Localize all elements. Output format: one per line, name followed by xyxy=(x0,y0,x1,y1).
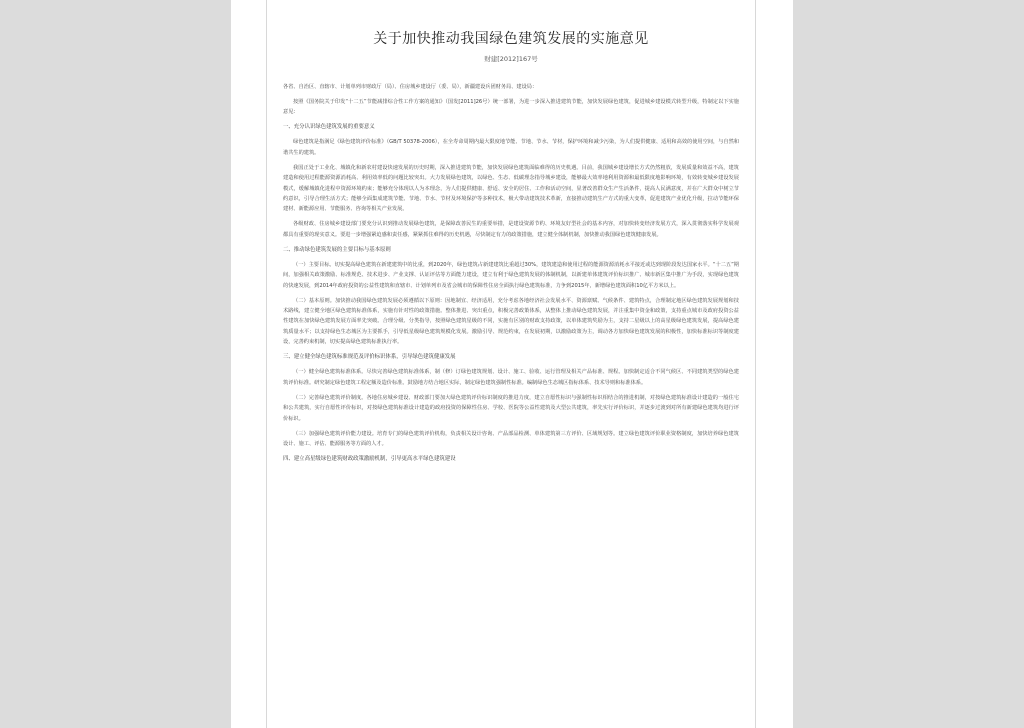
paragraph: 我国正处于工业化、城镇化和新农村建设快速发展的历史时期，深入推进建筑节能，加快发展绿色建筑面临难得的历史机遇。目前，我国城乡建设增长方式仍然粗放，发展质量和效益不高，建筑建造和使用过程能源资源消耗高、利用效率低的问题比较突出。大力发展绿色建筑，以绿色、生态、低碳理念指导城乡建设，能够最大效率地利用资源和最低限度地影响环境，有效转变城乡建设发展模式，缓解城镇化进程中资源环境约束；能够充分体现以人为本理念，为人们提供健康、舒适、安全的居住、工作和活动空间，显著改善群众生产生活条件，提高人民满意度，并在广大群众中树立节约意识，引导合理生活方式；能够全面集成建筑节能、节地、节水、节材及环境保护等多种技术，极大带动建筑技术革新，直接推动建筑生产方式的重大变革，促进建筑产业优化升级，拉动节能环保建材、新能源应用、节能服务、咨询等相关产业发展。 xyxy=(283,164,739,213)
paragraph: （二）基本原则。加快推动我国绿色建筑发展必须遵循以下原则：因地制宜、经济适用，充分考虑各地经济社会发展水平、资源禀赋、气候条件、建筑特点，合理制定地区绿色建筑发展规划和技术路线，建立健全地区绿色建筑标准体系，实施有针对性的政策措施。整体推进、突出重点，积极完善政策体系，从整体上推动绿色建筑发展，并注重集中资金和政策，支持重点城市及政府投资公益性建筑在加快绿色建筑发展方面率先突破。合理分级、分类指导，按照绿色建筑星级的不同，实施有区别的财政支持政策，以单体建筑奖励为主，支持二星级以上的高星级绿色建筑发展，提高绿色建筑质量水平；以支持绿色生态城区为主要抓手，引导低星级绿色建筑规模化发展。激励引导、规范约束，在发展初期，以激励政策为主，调动各方加快绿色建筑发展的积极性，加快标准标识等制度建设，完善约束机制，切实提高绿色建筑标准执行率。 xyxy=(283,297,739,346)
section-heading: 三、建立健全绿色建筑标准规范及评价标识体系，引导绿色建筑健康发展 xyxy=(283,354,456,361)
document-page xyxy=(231,0,793,728)
document-title: 关于加快推动我国绿色建筑发展的实施意见 xyxy=(373,31,649,47)
paragraph: （一）健全绿色建筑标准体系。尽快完善绿色建筑标准体系，制（修）订绿色建筑规划、设计、施工、验收、运行管理及相关产品标准、规程。加快制定适合不同气候区、不同建筑类型的绿色建筑评价标准。研究制定绿色建筑工程定额及造价标准。鼓励地方结合地区实际，制定绿色建筑强制性标准。编制绿色生态城区指标体系、技术导则和标准体系。 xyxy=(283,369,739,386)
document-body xyxy=(266,0,756,728)
section-heading: 四、建立高星级绿色建筑财政政策激励机制，引导更高水平绿色建筑建设 xyxy=(283,455,456,462)
paragraph: （三）加强绿色建筑评价能力建设。培育专门的绿色建筑评价机构，负责相关设计咨询、产品部品检测、单体建筑第三方评价、区域规划等。建立绿色建筑评价职业资格制度，加快培养绿色建筑设计、施工、评估、能源服务等方面的人才。 xyxy=(283,430,739,447)
paragraph: 绿色建筑是指满足《绿色建筑评价标准》（GB/T 50378-2006），在全寿命周期内最大限度地节能、节地、节水、节材，保护环境和减少污染，为人们提供健康、适用和高效的使用空间，与自然和谐共生的建筑。 xyxy=(283,139,739,156)
paragraph: 各级财政、住房城乡建设部门要充分认识到推动发展绿色建筑，是保障改善民生的重要举措，是建设资源节约、环境友好型社会的基本内容，对加快转变经济发展方式，深入贯彻落实科学发展观都具有重要的现实意义。要进一步增强紧迫感和责任感，紧紧抓住难得的历史机遇，尽快制定有力的政策措施，建立健全体制机制，加快推动我国绿色建筑健康发展。 xyxy=(283,221,739,238)
section-heading: 二、推动绿色建筑发展的主要目标与基本原则 xyxy=(283,246,391,253)
document-number: 财建[2012]167号 xyxy=(484,55,538,63)
paragraph: 按照《国务院关于印发“十二五”节能减排综合性工作方案的通知》（国发[2011]26号）统一部署，为进一步深入推进建筑节能，加快发展绿色建筑，促进城乡建设模式转型升级，特制定以下实施意见： xyxy=(283,99,739,116)
paragraph-addressees: 各省、自治区、直辖市、计划单列市财政厅（局）、住房城乡建设厅（委、局），新疆建设兵团财务局、建设局： xyxy=(283,84,538,90)
paragraph: （一）主要目标。切实提高绿色建筑在新建建筑中的比重，到2020年，绿色建筑占新建建筑比重超过30%，建筑建造和使用过程的能源资源消耗水平接近或达到现阶段发达国家水平。“十二五”期间，加强相关政策激励、标准规范、技术进步、产业支撑、认证评估等方面能力建设，建立有利于绿色建筑发展的体制机制，以新建单体建筑评价标识推广、城市新区集中推广为手段，实现绿色建筑的快速发展，到2014年政府投资的公益性建筑和直辖市、计划单列市及省会城市的保障性住房全面执行绿色建筑标准，力争到2015年，新增绿色建筑面积10亿平方米以上。 xyxy=(283,261,739,289)
paragraph: （二）完善绿色建筑评价制度。各地住房城乡建设、财政部门要加大绿色建筑评价标识制度的推进力度，建立自愿性标识与强制性标识相结合的推进机制，对按绿色建筑标准设计建造的一般住宅和公共建筑，实行自愿性评价标识，对按绿色建筑标准设计建造的政府投资的保障性住房、学校、医院等公益性建筑及大型公共建筑，率先实行评价标识，并逐步过渡到对所有新建绿色建筑均进行评价标识。 xyxy=(283,394,739,422)
section-heading: 一、充分认识绿色建筑发展的重要意义 xyxy=(283,124,375,131)
